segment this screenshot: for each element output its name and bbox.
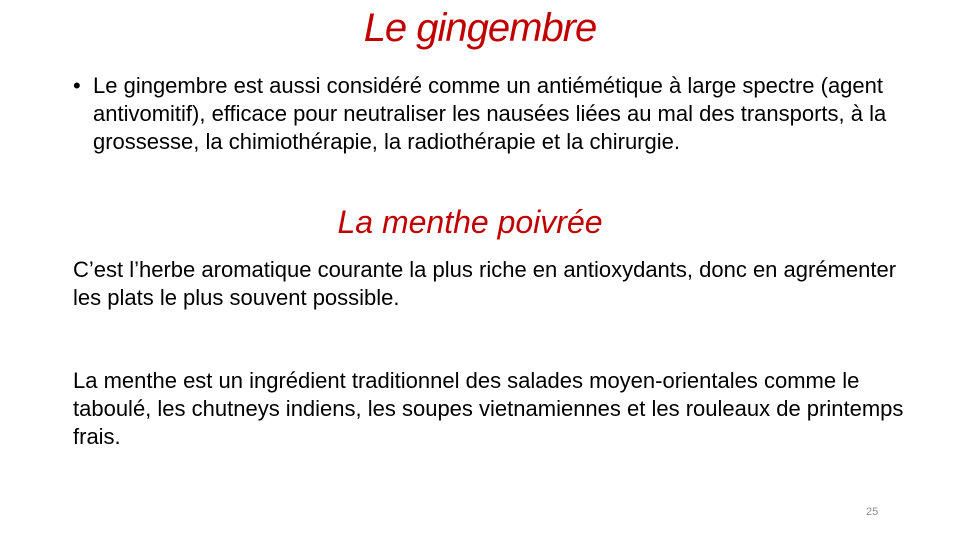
peppermint-paragraph-2: La menthe est un ingrédient traditionnel des salades moyen-orientales comme le taboulé, les chutneys indiens, les soupes vietnamiennes et les rouleaux de printemps frais. — [73, 368, 904, 449]
ginger-bullet-list — [73, 72, 913, 156]
ginger-bullet-text: Le gingembre est aussi considéré comme un antiémétique à large spectre (agent antivomitif), efficace pour neutraliser les nausées liées au mal des transports, à la grossesse, la chimiothérapie, la radiothérapie et la chirurgie. — [93, 73, 887, 154]
bullet-marker: • — [73, 73, 81, 98]
ginger-bullet-item — [73, 72, 913, 156]
page-number: 25 — [866, 506, 879, 518]
title-ginger: Le gingembre — [363, 6, 597, 50]
title-peppermint: La menthe poivrée — [337, 204, 603, 240]
peppermint-paragraph-1: C’est l’herbe aromatique courante la plus riche en antioxydants, donc en agrémenter les plats le plus souvent possible. — [73, 257, 897, 310]
